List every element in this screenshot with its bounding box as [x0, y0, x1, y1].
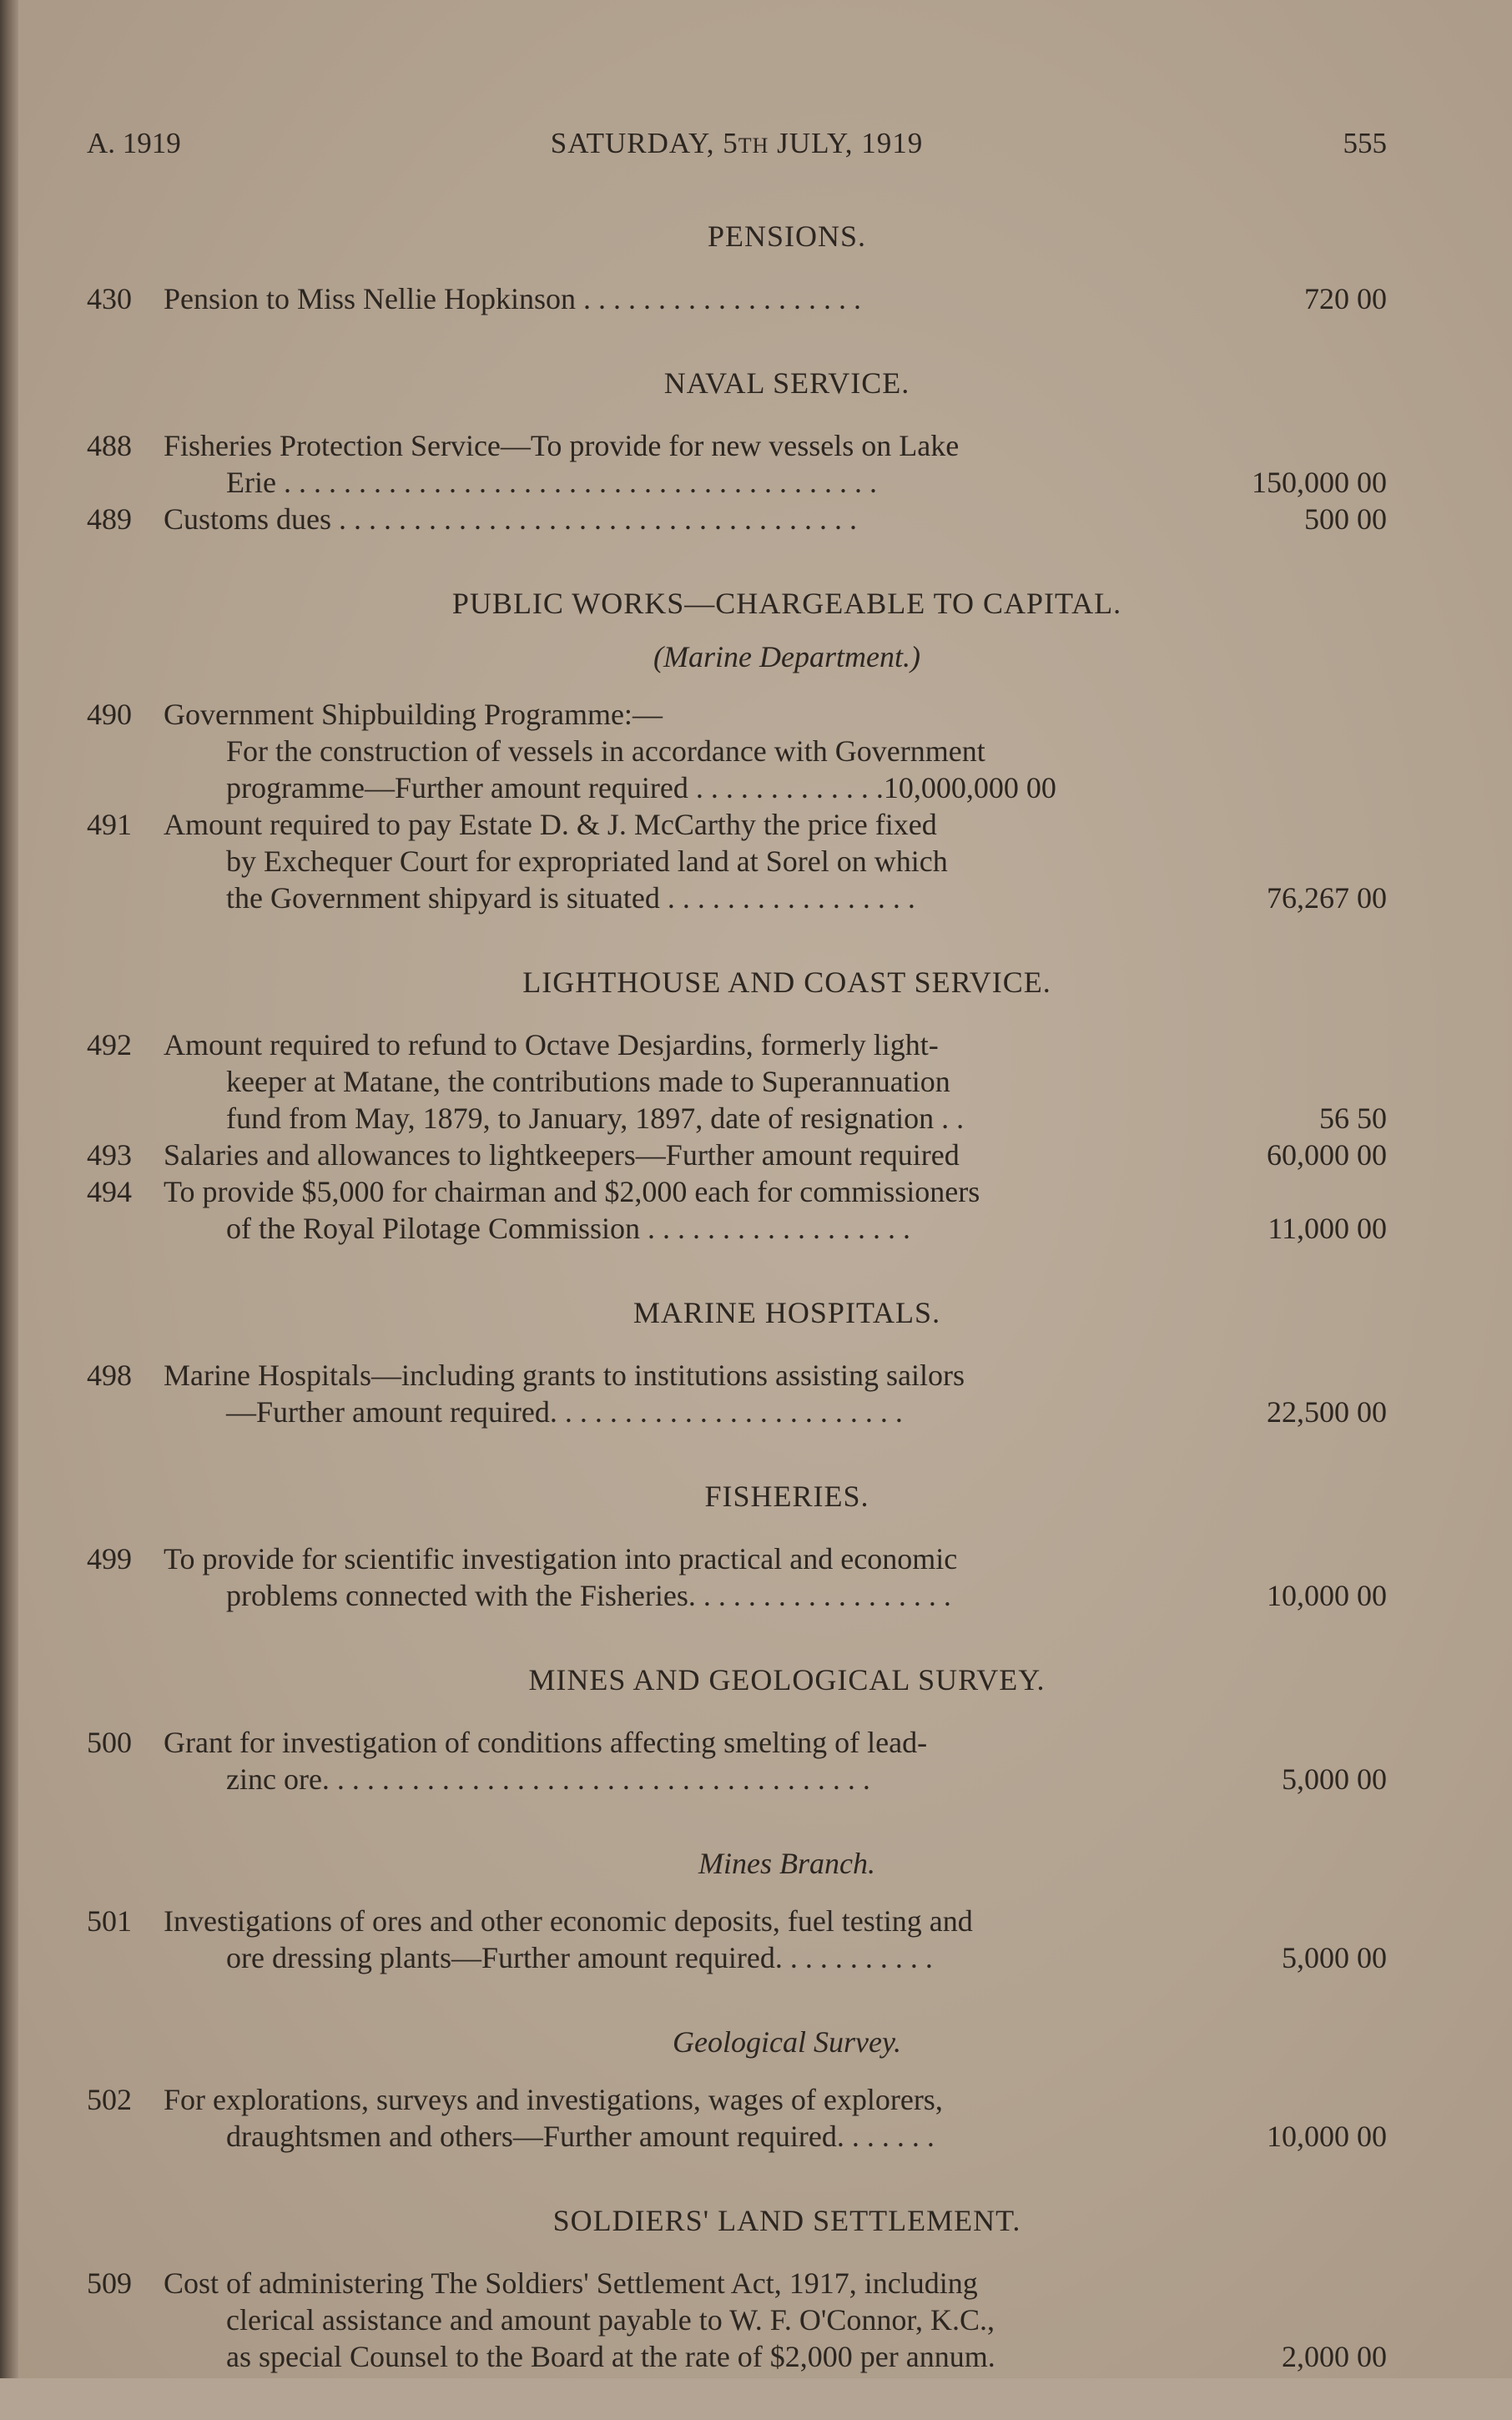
item-amount: 720 00	[1304, 282, 1387, 315]
description-line: —Further amount required. . . . . . . . . . . . . . . . . . . . . . . .	[226, 1395, 903, 1429]
section	[87, 2200, 1387, 2420]
estimate-item	[87, 1026, 1387, 1137]
description-line: Grant for investigation of conditions affecting smelting of lead-	[164, 1726, 928, 1759]
section	[87, 582, 1387, 961]
section-title: NAVAL SERVICE.	[663, 366, 910, 400]
section-spacer	[87, 1797, 1387, 1843]
estimate-item	[87, 280, 1387, 317]
section	[87, 1843, 1387, 2021]
description-line: Investigations of ores and other economic deposits, fuel testing and	[164, 1904, 973, 1938]
description-line: of the Royal Pilotage Commission . . . . . . . . . . . . . . . . . .	[226, 1212, 910, 1245]
item-amount: 60,000 00	[1267, 1138, 1387, 1172]
item-number: 488	[87, 429, 132, 462]
description-line: draughtsmen and others—Further amount required. . . . . . .	[226, 2120, 935, 2153]
item-amount: 500 00	[1304, 502, 1387, 536]
item-description	[164, 501, 1273, 537]
item-number: 499	[87, 1542, 132, 1576]
description-line: For the construction of vessels in accordance with Government	[226, 734, 985, 768]
page-binding-edge	[0, 0, 18, 2378]
header-date: SATURDAY, 5TH JULY, 1919	[550, 127, 924, 159]
item-amount: 76,267 00	[1267, 881, 1387, 915]
description-line: ore dressing plants—Further amount required. . . . . . . . . . .	[226, 1941, 933, 1974]
description-line: For explorations, surveys and investigations, wages of explorers,	[164, 2083, 943, 2116]
item-amount: 10,000 00	[1267, 1579, 1387, 1612]
description-line: Pension to Miss Nellie Hopkinson . . . . . . . . . . . . . . . . . . .	[164, 282, 862, 315]
section-title: PUBLIC WORKS—CHARGEABLE TO CAPITAL.	[451, 587, 1122, 620]
item-description	[164, 280, 1273, 317]
estimate-item	[87, 1173, 1387, 1247]
description-line: Cost of administering The Soldiers' Settlement Act, 1917, including	[164, 2266, 978, 2300]
item-number: 509	[87, 2266, 132, 2300]
description-line: Erie . . . . . . . . . . . . . . . . . . . . . . . . . . . . . . . . . . . . . . . .	[226, 466, 877, 499]
item-description	[164, 2081, 1273, 2155]
description-line: clerical assistance and amount payable to W. F. O'Connor, K.C.,	[226, 2303, 995, 2337]
description-line: Fisheries Protection Service—To provide for new vessels on Lake	[164, 429, 960, 462]
description-line: Customs dues . . . . . . . . . . . . . . . . . . . . . . . . . . . . . . . . . . .	[164, 502, 858, 536]
item-description	[164, 1540, 1273, 1614]
description-line: Amount required to refund to Octave Desjardins, formerly light-	[164, 1028, 939, 1061]
item-number: 491	[87, 808, 132, 841]
description-line: zinc ore. . . . . . . . . . . . . . . . . . . . . . . . . . . . . . . . . . . . .	[226, 1762, 870, 1796]
item-number: 492	[87, 1028, 132, 1061]
description-line: To provide for scientific investigation into practical and economic	[164, 1542, 958, 1576]
item-description	[164, 1026, 1273, 1137]
item-amount: 2,000 00	[1282, 2340, 1387, 2373]
estimate-item	[87, 501, 1387, 537]
section-title: MARINE HOSPITALS.	[633, 1296, 941, 1329]
section-spacer	[87, 1976, 1387, 2021]
section	[87, 1475, 1387, 1659]
section-title: SOLDIERS' LAND SETTLEMENT.	[552, 2204, 1021, 2237]
item-number: 501	[87, 1904, 132, 1938]
item-number: 493	[87, 1138, 132, 1172]
estimates-content	[87, 215, 1387, 2420]
item-number: 498	[87, 1359, 132, 1392]
description-line: by Exchequer Court for expropriated land at Sorel on which	[226, 844, 948, 878]
estimate-item	[87, 806, 1387, 916]
description-line: Government Shipbuilding Programme:—	[164, 698, 663, 731]
page-number: 555	[1343, 127, 1387, 159]
item-number: 500	[87, 1726, 132, 1759]
item-description	[164, 1173, 1273, 1247]
item-amount: 5,000 00	[1282, 1941, 1387, 1974]
estimate-item	[87, 2265, 1387, 2375]
item-description	[164, 427, 1273, 501]
estimate-item	[87, 1357, 1387, 1430]
section	[87, 2021, 1387, 2200]
section	[87, 1292, 1387, 1475]
item-description	[164, 1137, 1273, 1173]
item-number: 490	[87, 698, 132, 731]
description-line: fund from May, 1879, to January, 1897, date of resignation . .	[226, 1102, 965, 1135]
estimate-item	[87, 427, 1387, 501]
item-amount: 10,000 00	[1267, 2120, 1387, 2153]
estimate-item	[87, 2081, 1387, 2155]
section-title: LIGHTHOUSE AND COAST SERVICE.	[522, 965, 1051, 999]
item-amount: 56 50	[1319, 1102, 1387, 1135]
item-amount: 22,500 00	[1267, 1395, 1387, 1429]
section	[87, 215, 1387, 362]
section-subtitle: Mines Branch.	[698, 1847, 875, 1880]
section-subtitle: (Marine Department.)	[653, 640, 920, 673]
description-line: as special Counsel to the Board at the rate of $2,000 per annum.	[226, 2340, 995, 2373]
description-line: the Government shipyard is situated . . . . . . . . . . . . . . . . .	[226, 881, 915, 915]
section-spacer	[87, 2155, 1387, 2200]
item-description	[164, 2265, 1273, 2375]
section-subtitle: Geological Survey.	[673, 2025, 901, 2059]
description-line: Salaries and allowances to lightkeepers—Further amount required	[164, 1138, 960, 1172]
section-spacer	[87, 537, 1387, 582]
section	[87, 961, 1387, 1292]
item-amount: 5,000 00	[1282, 1762, 1387, 1796]
estimate-item	[87, 1903, 1387, 1976]
section-title: PENSIONS.	[707, 219, 867, 253]
description-line: Amount required to pay Estate D. & J. McCarthy the price fixed	[164, 808, 937, 841]
estimate-item	[87, 696, 1387, 806]
item-description	[164, 1903, 1273, 1976]
item-description	[164, 1724, 1273, 1797]
item-amount: 150,000 00	[1252, 466, 1387, 499]
section-spacer	[87, 1614, 1387, 1659]
page-header	[87, 127, 1387, 169]
section	[87, 1659, 1387, 1843]
description-line: Marine Hospitals—including grants to institutions assisting sailors	[164, 1359, 965, 1392]
item-description	[164, 696, 1273, 806]
item-amount: 11,000 00	[1268, 1212, 1387, 1245]
estimate-item	[87, 1724, 1387, 1797]
section	[87, 362, 1387, 582]
header-session-year: A. 1919	[87, 127, 181, 159]
item-number: 489	[87, 502, 132, 536]
description-line: To provide $5,000 for chairman and $2,000 each for commissioners	[164, 1175, 980, 1208]
item-number: 502	[87, 2083, 132, 2116]
section-spacer	[87, 1430, 1387, 1475]
description-line: keeper at Matane, the contributions made to Superannuation	[226, 1065, 950, 1098]
description-line: programme—Further amount required . . . . . . . . . . . . .10,000,000 00	[226, 771, 1056, 804]
section-title: MINES AND GEOLOGICAL SURVEY.	[528, 1663, 1046, 1697]
description-line: problems connected with the Fisheries. . . . . . . . . . . . . . . . . .	[226, 1579, 951, 1612]
section-title: FISHERIES.	[704, 1480, 869, 1513]
item-number: 494	[87, 1175, 132, 1208]
item-description	[164, 1357, 1273, 1430]
section-spacer	[87, 916, 1387, 961]
estimate-item	[87, 1540, 1387, 1614]
section-spacer	[87, 317, 1387, 362]
section-spacer	[87, 2375, 1387, 2420]
estimate-item	[87, 1137, 1387, 1173]
item-description	[164, 806, 1273, 916]
item-number: 430	[87, 282, 132, 315]
section-spacer	[87, 1247, 1387, 1292]
